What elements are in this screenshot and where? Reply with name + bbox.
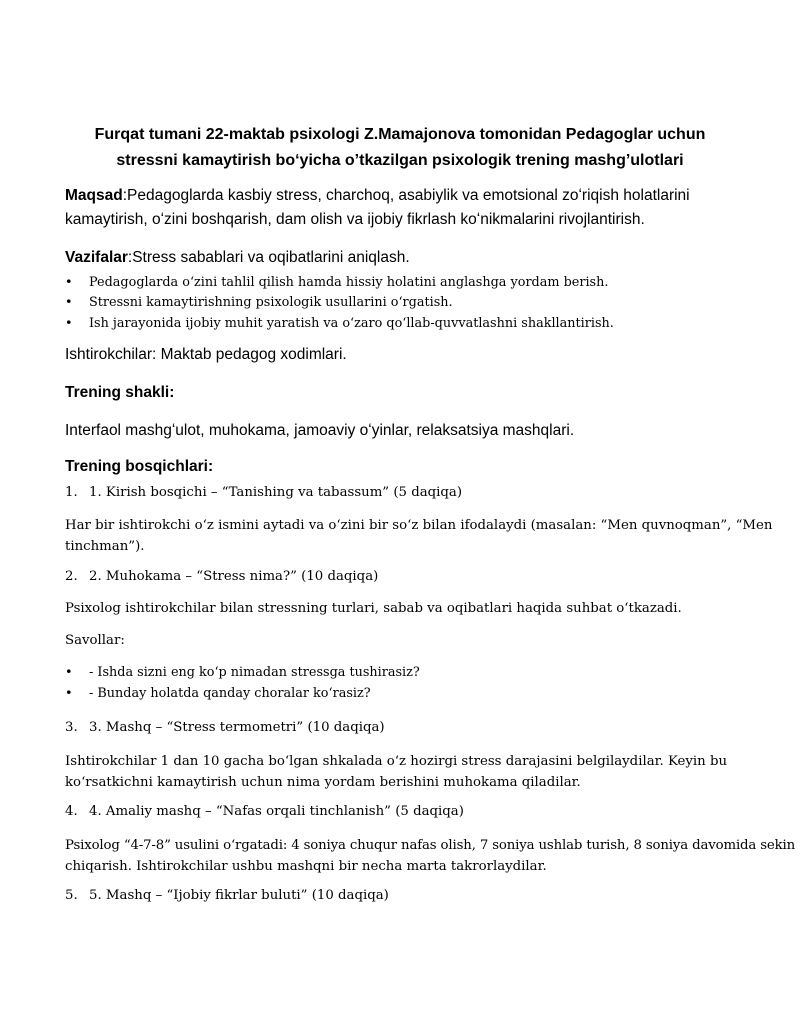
maqsad-label: Maqsad <box>65 187 123 204</box>
step-3-description <box>65 751 745 793</box>
maqsad-text-2: kamaytirish, oʻzini boshqarish, dam olish va ijobiy fikrlash koʻnikmalarini rivojlantirish. <box>65 211 645 228</box>
step-1-description <box>65 515 773 557</box>
vazifa-bullet-text: Stressni kamaytirishning psixologik usullarini oʻrgatish. <box>89 295 453 310</box>
step-number: 1. <box>65 485 78 500</box>
step-4-desc-line-1: Psixolog “4-7-8” usulini oʻrgatadi: 4 soniya chuqur nafas olish, 7 soniya ushlab turish, 8 soniya davomida sekin <box>65 838 796 853</box>
trening-shakli-heading: Trening shakli: <box>65 384 175 401</box>
step-title: 5. Mashq – “Ijobiy fikrlar buluti” (10 daqiqa) <box>89 888 389 903</box>
step-number: 2. <box>65 569 78 584</box>
title-line-1: Furqat tumani 22-maktab psixologi Z.Mamajonova tomonidan Pedagoglar uchun <box>94 126 706 143</box>
step-3-desc-line-2: koʻrsatkichni kamaytirish uchun nima yordam berishini muhokama qiladilar. <box>65 775 581 790</box>
step-1-desc-line-1: Har bir ishtirokchi oʻz ismini aytadi va oʻzini bir soʻz bilan ifodalaydi (masalan: “Men quvnoqman”, “Men <box>65 518 773 533</box>
bullet-glyph: • <box>65 686 73 701</box>
vazifa-bullet-text: Ish jarayonida ijobiy muhit yaratish va oʻzaro qoʻllab-quvvatlashni shakllantirish. <box>89 316 614 331</box>
step-2-description: Psixolog ishtirokchilar bilan stressning turlari, sabab va oqibatlari haqida suhbat oʻtkazadi. <box>65 601 682 616</box>
step-title: 1. Kirish bosqichi – “Tanishing va tabassum” (5 daqiqa) <box>89 485 463 500</box>
trening-shakli-text: Interfaol mashgʻulot, muhokama, jamoaviy oʻyinlar, relaksatsiya mashqlari. <box>65 422 575 439</box>
bullet-glyph: • <box>65 295 73 310</box>
bullet-glyph: • <box>65 316 73 331</box>
vazifalar-text: :Stress sabablari va oqibatlarini aniqlash. <box>127 249 410 266</box>
step-title: 3. Mashq – “Stress termometri” (10 daqiqa) <box>89 720 385 735</box>
step-title: 2. Muhokama – “Stress nima?” (10 daqiqa) <box>89 569 379 584</box>
vazifa-bullet-text: Pedagoglarda oʻzini tahlil qilish hamda hissiy holatini anglashga yordam berish. <box>89 275 609 290</box>
savol-bullet-text: - Bunday holatda qanday choralar koʻrasiz? <box>89 686 371 701</box>
savol-bullet-text: - Ishda sizni eng koʻp nimadan stressga tushirasiz? <box>89 665 420 680</box>
savollar-label: Savollar: <box>65 633 125 648</box>
document-title <box>60 122 740 174</box>
bullet-glyph: • <box>65 665 73 680</box>
bosqichlar-heading: Trening bosqichlari: <box>65 458 214 475</box>
step-4-description <box>65 835 796 877</box>
step-title: 4. Amaliy mashq – “Nafas orqali tinchlanish” (5 daqiqa) <box>89 804 464 819</box>
ishtirokchilar-paragraph: Ishtirokchilar: Maktab pedagog xodimlari. <box>65 346 347 363</box>
step-number: 3. <box>65 720 78 735</box>
title-line-2: stressni kamaytirish boʻyicha o’tkazilgan psixologik trening mashg’ulotlari <box>116 152 684 169</box>
vazifalar-label: Vazifalar <box>65 249 128 266</box>
step-4-desc-line-2: chiqarish. Ishtirokchilar ushbu mashqni bir necha marta takrorlaydilar. <box>65 859 547 874</box>
step-1-desc-line-2: tinchman”). <box>65 539 145 554</box>
step-number: 5. <box>65 888 78 903</box>
step-3-desc-line-1: Ishtirokchilar 1 dan 10 gacha boʻlgan shkalada oʻz hozirgi stress darajasini belgilaydilar. Keyin bu <box>65 754 728 769</box>
maqsad-paragraph <box>65 184 745 232</box>
step-number: 4. <box>65 804 78 819</box>
maqsad-text-1: :Pedagoglarda kasbiy stress, charchoq, asabiylik va emotsional zoʻriqish holatlarini <box>122 187 690 204</box>
vazifalar-paragraph <box>65 246 745 270</box>
bullet-glyph: • <box>65 275 73 290</box>
